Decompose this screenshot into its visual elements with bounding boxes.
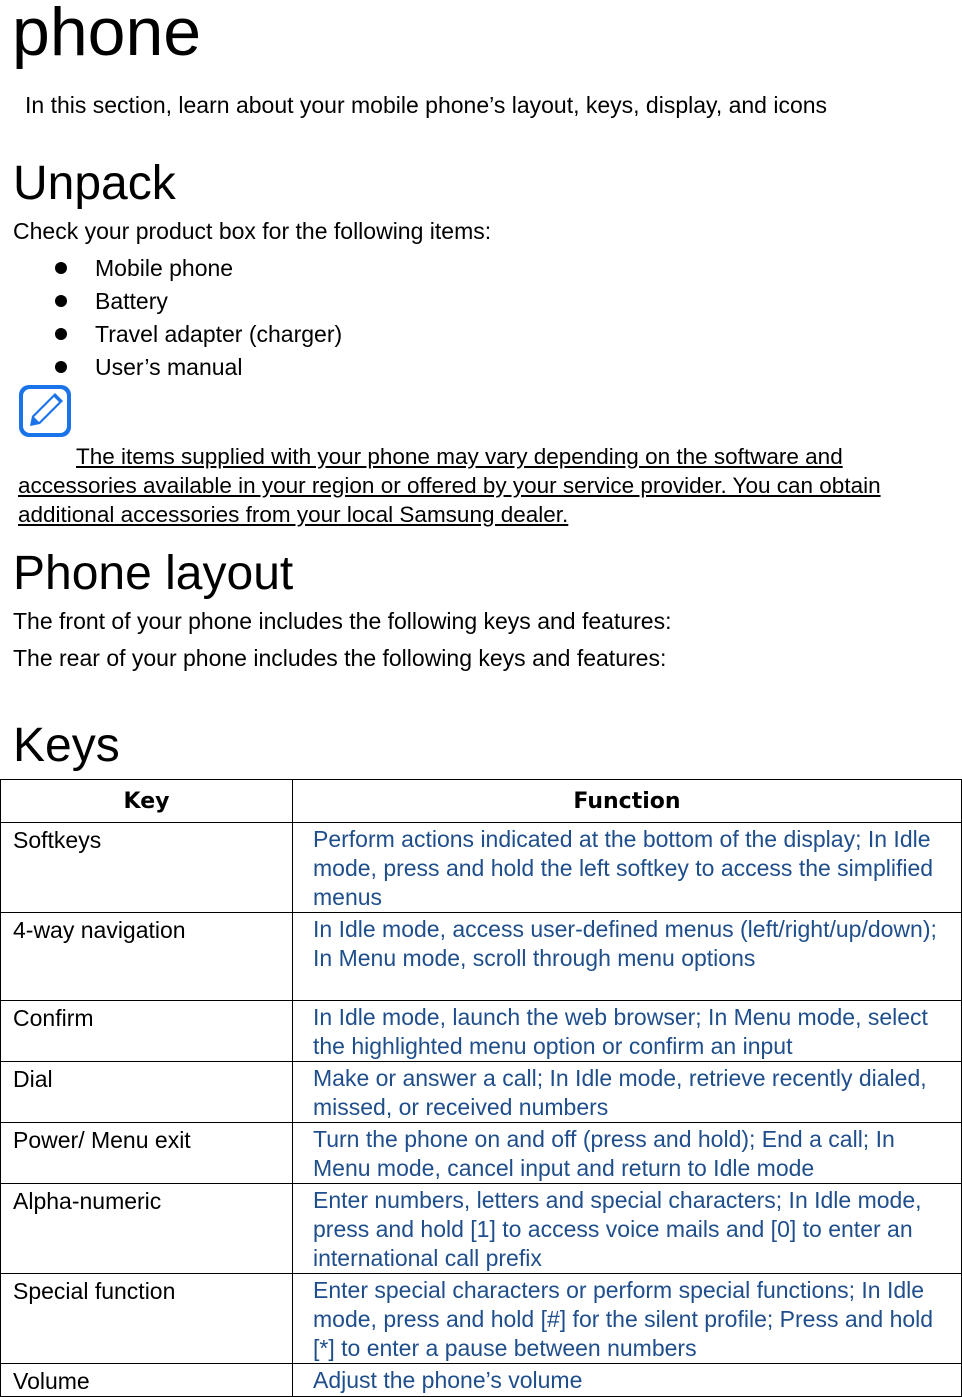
phone-layout-heading: Phone layout	[13, 547, 294, 600]
keys-table	[0, 779, 962, 1397]
function-cell: Turn the phone on and off (press and hold); End a call; In Menu mode, cancel input and return to Idle mode	[293, 1123, 962, 1184]
bullet-icon	[55, 328, 67, 340]
key-cell: Confirm	[1, 1001, 293, 1062]
bullet-icon	[55, 361, 67, 373]
key-cell: 4-way navigation	[1, 913, 293, 1001]
unpack-heading: Unpack	[13, 157, 176, 210]
key-cell: Special function	[1, 1274, 293, 1364]
unpack-lead: Check your product box for the following items:	[13, 218, 492, 244]
function-cell: Enter special characters or perform special functions; In Idle mode, press and hold [#] for the silent profile; Press and hold [*] to enter a pause between numbers	[293, 1274, 962, 1364]
note-pencil-icon	[17, 383, 73, 439]
function-cell: Adjust the phone’s volume	[293, 1364, 962, 1397]
table-row	[1, 1184, 962, 1274]
section-intro: In this section, learn about your mobile phone’s layout, keys, display, and icons	[25, 92, 828, 118]
function-cell: Make or answer a call; In Idle mode, retrieve recently dialed, missed, or received numbers	[293, 1062, 962, 1123]
bullet-icon	[55, 295, 67, 307]
list-item-label: User’s manual	[95, 354, 243, 380]
unpack-item-list	[0, 252, 342, 384]
front-layout-text: The front of your phone includes the following keys and features:	[13, 608, 672, 634]
key-cell: Alpha-numeric	[1, 1184, 293, 1274]
list-item-label: Mobile phone	[95, 255, 234, 281]
keys-heading: Keys	[13, 719, 120, 772]
column-header-key: Key	[1, 780, 293, 823]
page-title: phone	[12, 0, 202, 70]
list-item	[0, 285, 342, 318]
list-item-label: Battery	[95, 288, 168, 314]
bullet-icon	[55, 262, 67, 274]
note-body: The items supplied with your phone may vary depending on the software and accessories available in your region or offered by your service provider. You can obtain additional accessories from your local Samsung dealer.	[18, 443, 881, 527]
function-cell: In Idle mode, access user-defined menus (left/right/up/down); In Menu mode, scroll through menu options	[293, 913, 962, 1001]
table-row	[1, 1364, 962, 1397]
list-item	[0, 318, 342, 351]
table-header-row	[1, 780, 962, 823]
key-cell: Power/ Menu exit	[1, 1123, 293, 1184]
key-cell: Dial	[1, 1062, 293, 1123]
function-cell: In Idle mode, launch the web browser; In Menu mode, select the highlighted menu option or confirm an input	[293, 1001, 962, 1062]
table-row	[1, 823, 962, 913]
column-header-function: Function	[293, 780, 962, 823]
table-row	[1, 1274, 962, 1364]
function-cell: Perform actions indicated at the bottom of the display; In Idle mode, press and hold the left softkey to access the simplified menus	[293, 823, 962, 913]
table-row	[1, 1001, 962, 1062]
function-cell: Enter numbers, letters and special characters; In Idle mode, press and hold [1] to access voice mails and [0] to enter an international call prefix	[293, 1184, 962, 1274]
key-cell: Volume	[1, 1364, 293, 1397]
table-row	[1, 913, 962, 1001]
rear-layout-text: The rear of your phone includes the following keys and features:	[13, 645, 667, 671]
key-cell: Softkeys	[1, 823, 293, 913]
table-row	[1, 1123, 962, 1184]
list-item	[0, 351, 342, 384]
list-item-label: Travel adapter (charger)	[95, 321, 343, 347]
note-text	[18, 442, 948, 529]
table-row	[1, 1062, 962, 1123]
list-item	[0, 252, 342, 285]
